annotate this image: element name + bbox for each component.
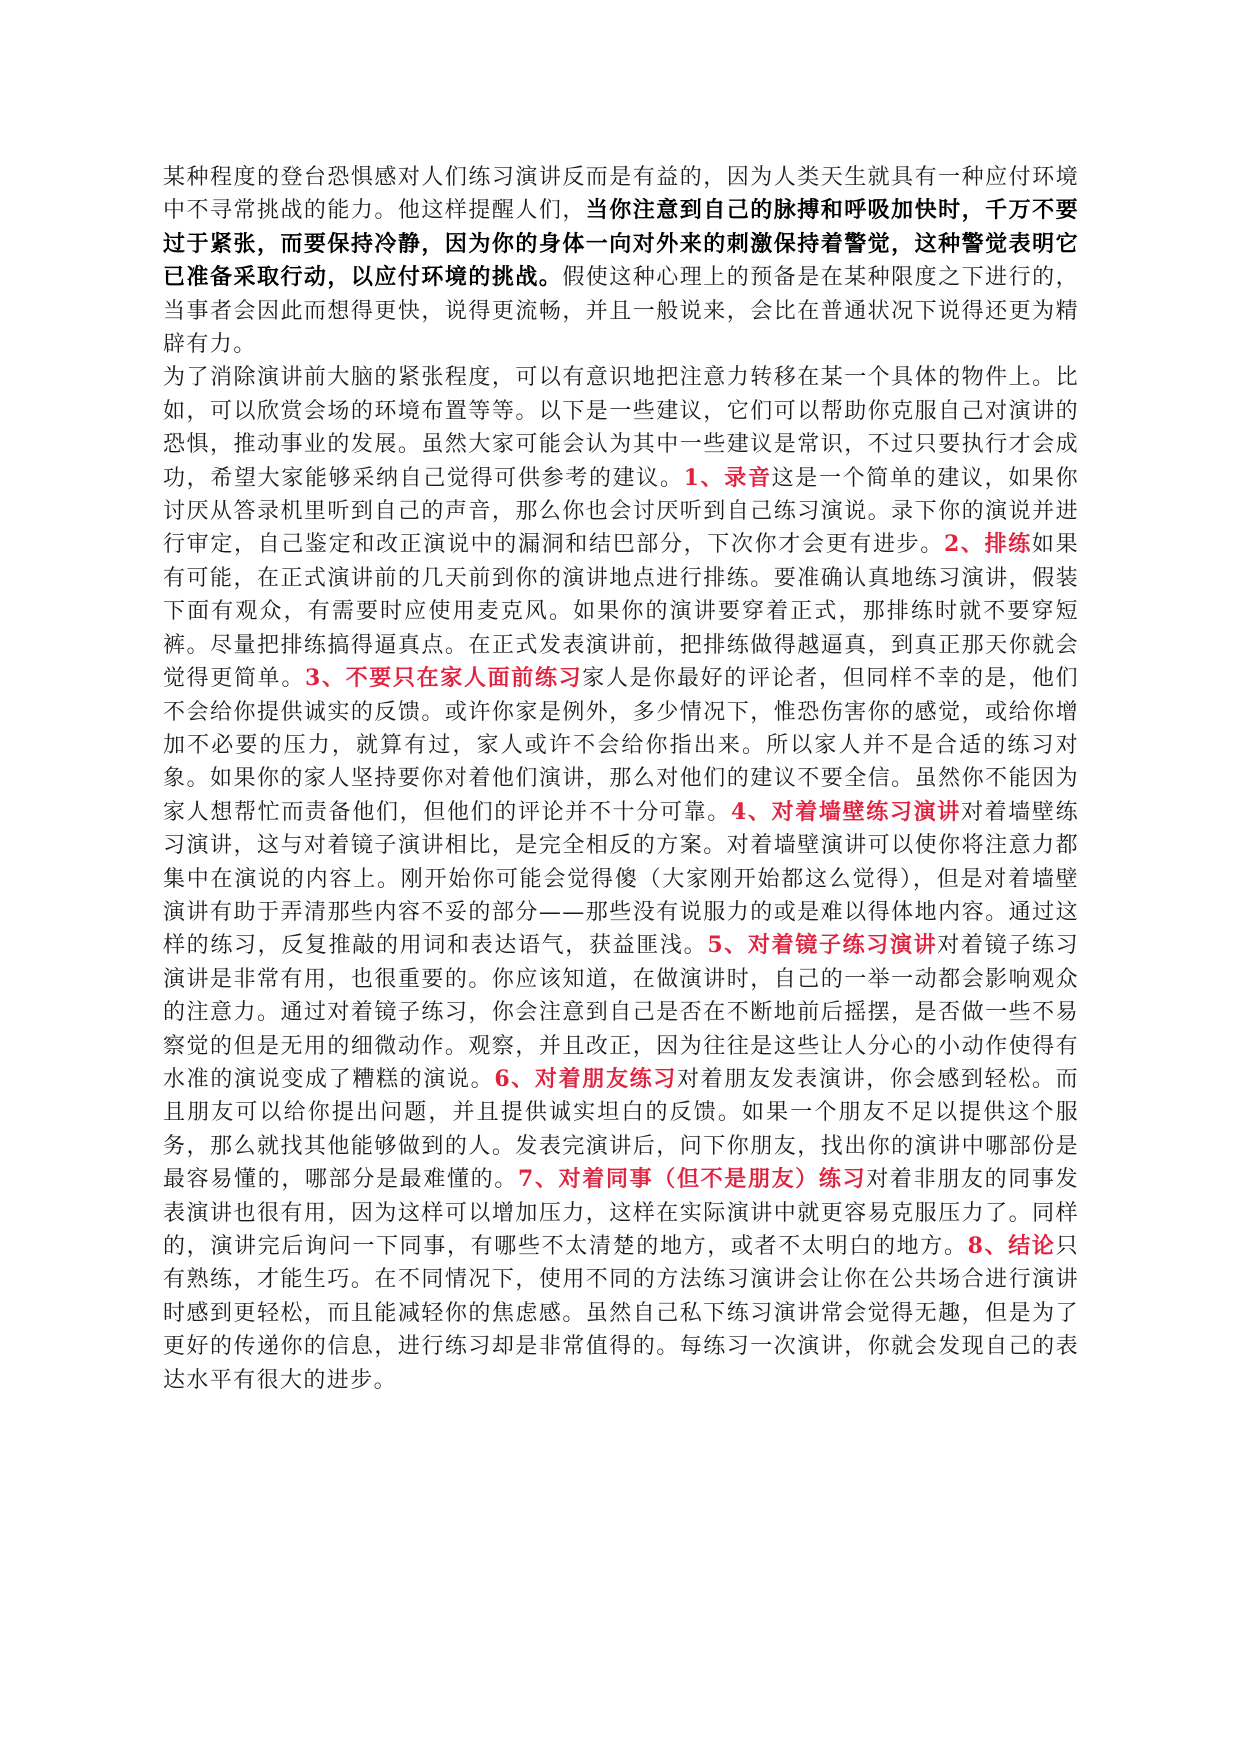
tip-heading-family: 3、不要只在家人面前练习 [305, 665, 583, 692]
tip-heading-recording: 1、录音 [683, 464, 772, 491]
paragraph-intro [163, 161, 1079, 361]
tip-body-wall: 对着墙壁练习演讲，这与对着镜子演讲相比，是完全相反的方案。对着墙壁演讲可以使你将注意力都集中在演说的内容上。刚开始你可能会觉得傻（大家刚开始都这么觉得），但是对着墙壁演讲有助于弄清那些内容不妥的部分——那些没有说服力的或是难以得体地内容。通过这样的练习，反复推敲的用词和表达语气，获益匪浅。 [163, 799, 1079, 959]
tip-heading-wall: 4、对着墙壁练习演讲 [730, 798, 961, 825]
tip-heading-colleagues: 7、对着同事（但不是朋友）练习 [517, 1166, 867, 1193]
tip-heading-rehearsal: 2、排练 [943, 531, 1032, 558]
tip-heading-friends: 6、对着朋友练习 [494, 1065, 677, 1092]
body-text: 某种程度的登台恐惧感对人们练习演讲反而是有益的，因为人类天生就具有一种应付环境中不寻常挑战的能力。他这样提醒人们， [163, 165, 1079, 224]
tip-body-colleagues: 对着非朋友的同事发表演讲也很有用，因为这样可以增加压力，这样在实际演讲中就更容易克服压力了。同样的，演讲完后询问一下同事，有哪些不太清楚的地方，或者不太明白的地方。 [163, 1167, 1079, 1259]
tip-body-rehearsal: 如果有可能，在正式演讲前的几天前到你的演讲地点进行排练。要准确认真地练习演讲，假装下面有观众，有需要时应使用麦克风。如果你的演讲要穿着正式，那排练时就不要穿短裤。尽量把排练搞得逼真点。在正式发表演讲前，把排练做得越逼真，到真正那天你就会觉得更简单。 [163, 532, 1079, 692]
body-text: 为了消除演讲前大脑的紧张程度，可以有意识地把注意力转移在某一个具体的物件上。比如，可以欣赏会场的环境布置等等。以下是一些建议，它们可以帮助你克服自己对演讲的恐惧，推动事业的发展。虽然大家可能会认为其中一些建议是常识，不过只要执行才会成功，希望大家能够采纳自己觉得可供参考的建议。 [163, 365, 1079, 491]
document-body [163, 161, 1079, 1397]
tip-heading-mirror: 5、对着镜子练习演讲 [707, 932, 938, 959]
tip-body-conclusion: 只有熟练，才能生巧。在不同情况下，使用不同的方法练习演讲会让你在公共场合进行演讲时感到更轻松，而且能减轻你的焦虑感。虽然自己私下练习演讲常会觉得无趣，但是为了更好的传递你的信息，进行练习却是非常值得的。每练习一次演讲，你就会发现自己的表达水平有很大的进步。 [163, 1234, 1079, 1393]
tip-body-family: 家人是你最好的评论者，但同样不幸的是，他们不会给你提供诚实的反馈。或许你家是例外，多少情况下，惟恐伤害你的感觉，或给你增加不必要的压力，就算有过，家人或许不会给你指出来。所以家人并不是合适的练习对象。如果你的家人坚持要你对着他们演讲，那么对他们的建议不要全信。虽然你不能因为家人想帮忙而责备他们，但他们的评论并不十分可靠。 [163, 666, 1080, 825]
body-text: 假使这种心理上的预备是在某种限度之下进行的，当事者会因此而想得更快，说得更流畅，并且一般说来，会比在普通状况下说得还更为精辟有力。 [163, 265, 1079, 358]
paragraph-tips [163, 361, 1079, 1397]
tip-body-mirror: 对着镜子练习演讲是非常有用，也很重要的。你应该知道，在做演讲时，自己的一举一动都会影响观众的注意力。通过对着镜子练习，你会注意到自己是否在不断地前后摇摆，是否做一些不易察觉的但是无用的细微动作。观察，并且改正，因为往往是这些让人分心的小动作使得有水准的演说变成了糟糕的演说。 [163, 933, 1080, 1092]
tip-body-friends: 对着朋友发表演讲，你会感到轻松。而且朋友可以给你提出问题，并且提供诚实坦白的反馈。如果一个朋友不足以提供这个服务，那么就找其他能够做到的人。发表完演讲后，问下你朋友，找出你的演讲中哪部份是最容易懂的，哪部分是最难懂的。 [163, 1066, 1079, 1193]
tip-body-recording: 这是一个简单的建议，如果你讨厌从答录机里听到自己的声音，那么你也会讨厌听到自己练习演说。录下你的演说并进行审定，自己鉴定和改正演说中的漏洞和结巴部分，下次你才会更有进步。 [163, 465, 1079, 558]
tip-heading-conclusion: 8、结论 [967, 1233, 1056, 1259]
emphasis-text: 当你注意到自己的脉搏和呼吸加快时，千万不要过于紧张，而要保持冷静，因为你的身体一向对外来的刺激保持着警觉，这种警觉表明它已准备采取行动，以应付环境的挑战。 [163, 197, 1079, 291]
